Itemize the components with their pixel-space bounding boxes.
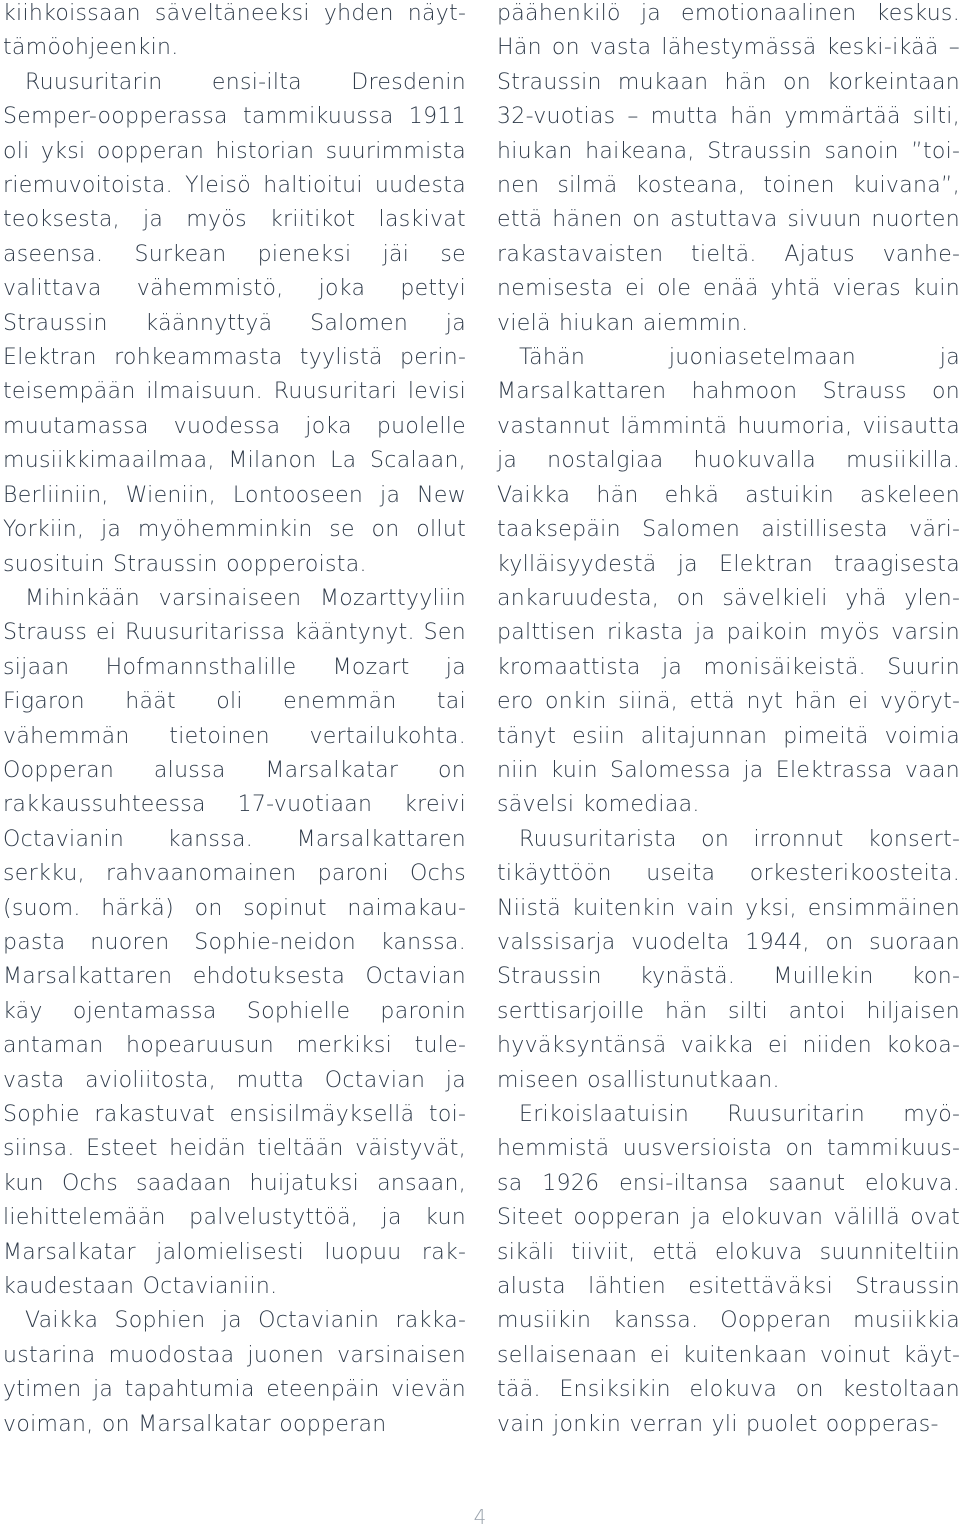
right-text-column [497, 0, 960, 1442]
paragraph: kiihkoissaan säveltäneeksi yhden näyttämöohjeenkin. [3, 1, 466, 61]
paragraph: päähenkilö ja emotionaalinen keskus. Hän on vasta lähestymässä keski-ikää – Straussin mukaan hän on korkeintaan 32-vuotias – mutta hän ymmärtää silti, hiukan haikeana, Straussin sanoin ”toinen silmä kosteana, toinen kuivana”, että hänen on astuttava sivuun nuorten rakastavaisten tieltä. Ajatus vanhenemisesta ei ole enää yhtä vieras kuin vielä hiukan aiemmin. [497, 1, 960, 336]
paragraph: Vaikka Sophien ja Octavianin rakkaustarina muodostaa juonen varsinaisen ytimen ja tapahtumia eteenpäin vievän voiman, on Marsalkatar oopperan [3, 1308, 466, 1437]
paragraph: Ruusuritarin ensi-ilta Dresdenin Semper-oopperassa tammikuussa 1911 oli yksi oopperan historian suurimmista riemuvoitoista. Yleisö haltioitui uudesta teoksesta, ja myös kriitikot laskivat aseensa. Surkean pieneksi jäi se valittava vähemmistö, joka pettyi Straussin käännyttyä Salomen ja Elektran rohkeammasta tyylistä perinteisempään ilmaisuun. Ruusuritari levisi muutamassa vuodessa joka puolelle musiikkimaailmaa, Milanon La Scalaan, Berliiniin, Wieniin, Lontooseen ja New Yorkiin, ja myöhemminkin se on ollut suosituin Straussin oopperoista. [3, 69, 466, 577]
left-text-column [3, 0, 466, 1442]
paragraph: Tähän juoniasetelmaan ja Marsalkattaren hahmoon Strauss on vastannut lämmintä huumoria, viisautta ja nostalgiaa huokuvalla musiikilla. Vaikka hän ehkä astuikin askeleen taaksepäin Salomen aistillisesta värikylläisyydestä ja Elektran traagisesta ankaruudesta, on sävelkieli yhä ylenpalttisen rikasta ja paikoin myös varsin kromaattista ja monisäikeistä. Suurin ero onkin siinä, että nyt hän ei vyöryttänyt esiin alitajunnan pimeitä voimia niin kuin Salomessa ja Elektrassa vaan sävelsi komediaa. [497, 345, 960, 818]
paragraph: Erikoislaatuisin Ruusuritarin myöhemmistä uusversioista on tammikuussa 1926 ensi-iltansa saanut elokuva. Siteet oopperan ja elokuvan välillä ovat sikäli tiiviit, että elokuva suunniteltiin alusta lähtien esitettäväksi Straussin musiikin kanssa. Oopperan musiikkia sellaisenaan ei kuitenkaan voinut käyttää. Ensiksikin elokuva on kestoltaan vain jonkin verran yli puolet oopperas- [497, 1102, 960, 1437]
paragraph: Ruusuritarista on irronnut konserttikäyttöön useita orkesterikoosteita. Niistä kuitenkin vain yksi, ensimmäinen valssisarja vuodelta 1944, on suoraan Straussin kynästä. Muillekin konserttisarjoille hän silti antoi hiljaisen hyväksyntänsä vaikka ei niiden kokoamiseen osallistunutkaan. [497, 826, 960, 1093]
page-number: 4 [473, 1505, 487, 1529]
paragraph: Mihinkään varsinaiseen Mozarttyyliin Strauss ei Ruusuritarissa kääntynyt. Sen sijaan Hofmannsthalille Mozart ja Figaron häät oli enemmän tai vähemmän tietoinen vertailukohta. Oopperan alussa Marsalkatar on rakkaussuhteessa 17-vuotiaan kreivi Octavianin kanssa. Marsalkattaren serkku, rahvaanomainen paroni Ochs (suom. härkä) on sopinut naimakaupasta nuoren Sophie-neidon kanssa. Marsalkattaren ehdotuksesta Octavian käy ojentamassa Sophielle paronin antaman hopearuusun merkiksi tulevasta avioliitosta, mutta Octavian ja Sophie rakastuvat ensisilmäyksellä toisiinsa. Esteet heidän tieltään väistyvät, kun Ochs saadaan huijatuksi ansaan, liehittelemään palvelustyttöä, ja kun Marsalkatar jalomielisesti luopuu rakkaudestaan Octavianiin. [3, 585, 466, 1300]
